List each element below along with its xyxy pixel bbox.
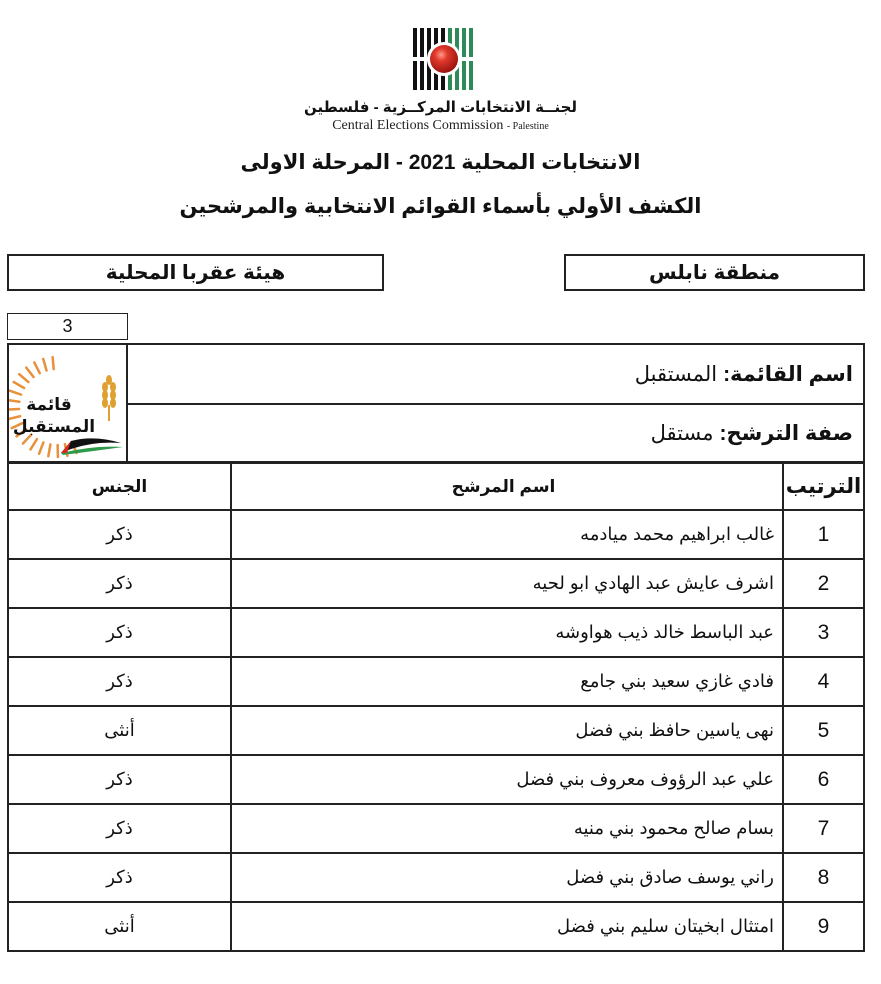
org-name-english-main: Central Elections Commission bbox=[332, 118, 504, 133]
cec-logo-icon bbox=[412, 27, 476, 91]
sun-ray bbox=[9, 409, 19, 410]
table-row bbox=[8, 804, 864, 853]
candidacy-type-row bbox=[128, 405, 863, 461]
candidate-gender: ذكر bbox=[8, 608, 231, 657]
candidate-rank: 6 bbox=[783, 755, 864, 804]
candidacy-type-value: مستقل bbox=[650, 421, 714, 445]
candidate-gender: أنثى bbox=[8, 706, 231, 755]
sun-ray bbox=[26, 368, 33, 377]
candidate-name: عبد الباسط خالد ذيب هواوشه bbox=[231, 608, 783, 657]
list-number-box: 3 bbox=[7, 313, 128, 340]
table-row bbox=[8, 902, 864, 951]
org-name-arabic: لجنــة الانتخابات المركــزية - فلسطين bbox=[303, 99, 578, 116]
candidacy-type-label: صفة الترشح: bbox=[719, 421, 853, 445]
candidate-name: غالب ابراهيم محمد ميادمه bbox=[231, 510, 783, 559]
candidate-gender: ذكر bbox=[8, 510, 231, 559]
logo-text-line1: قائمة bbox=[26, 395, 72, 415]
header-gender: الجنس bbox=[8, 463, 231, 510]
header-rank: الترتيب bbox=[783, 463, 864, 510]
document-subtitle: الكشف الأولي بأسماء القوائم الانتخابية والمرشحين bbox=[179, 195, 702, 218]
sun-ray bbox=[10, 391, 21, 395]
candidate-gender: ذكر bbox=[8, 755, 231, 804]
candidate-name: بسام صالح محمود بني منيه bbox=[231, 804, 783, 853]
candidate-name: نهى ياسين حافظ بني فضل bbox=[231, 706, 783, 755]
candidate-rank: 2 bbox=[783, 559, 864, 608]
table-row bbox=[8, 608, 864, 657]
sun-ray bbox=[9, 400, 19, 402]
list-logo-cell bbox=[9, 345, 128, 461]
candidate-gender: ذكر bbox=[8, 657, 231, 706]
sun-ray bbox=[19, 374, 28, 382]
candidate-rank: 9 bbox=[783, 902, 864, 951]
org-name-english bbox=[0, 118, 881, 134]
local-authority-box: هيئة عقربا المحلية bbox=[7, 254, 384, 291]
list-name-value: المستقبل bbox=[634, 362, 718, 386]
candidate-gender: ذكر bbox=[8, 559, 231, 608]
candidate-name: اشرف عايش عبد الهادي ابو لحيه bbox=[231, 559, 783, 608]
candidate-rank: 5 bbox=[783, 706, 864, 755]
table-header-row bbox=[8, 463, 864, 510]
list-info-panel bbox=[7, 343, 865, 463]
candidate-rank: 1 bbox=[783, 510, 864, 559]
candidate-name: فادي غازي سعيد بني جامع bbox=[231, 657, 783, 706]
future-list-logo-icon bbox=[9, 345, 126, 461]
candidate-rank: 4 bbox=[783, 657, 864, 706]
list-name-label: اسم القائمة: bbox=[723, 362, 853, 386]
table-row bbox=[8, 706, 864, 755]
table-row bbox=[8, 559, 864, 608]
region-box: منطقة نابلس bbox=[564, 254, 865, 291]
wheat-icon bbox=[102, 375, 116, 421]
candidate-name: راني يوسف صادق بني فضل bbox=[231, 853, 783, 902]
sun-ray bbox=[31, 439, 37, 449]
table-row bbox=[8, 510, 864, 559]
sun-ray bbox=[39, 442, 43, 453]
sun-ray bbox=[34, 362, 39, 373]
table-row bbox=[8, 657, 864, 706]
document-title: الانتخابات المحلية 2021 - المرحلة الاولى bbox=[240, 151, 641, 174]
palestine-flag-icon bbox=[61, 438, 123, 455]
list-name-row bbox=[128, 345, 863, 405]
logo-text-line2: المستقبل bbox=[12, 417, 96, 437]
sun-ray bbox=[53, 357, 54, 369]
header-candidate-name: اسم المرشح bbox=[231, 463, 783, 510]
candidate-rank: 3 bbox=[783, 608, 864, 657]
candidate-rank: 7 bbox=[783, 804, 864, 853]
candidate-gender: ذكر bbox=[8, 853, 231, 902]
sun-ray bbox=[43, 359, 46, 371]
candidates-table bbox=[7, 462, 865, 952]
sun-ray bbox=[48, 444, 50, 456]
table-row bbox=[8, 853, 864, 902]
candidate-gender: أنثى bbox=[8, 902, 231, 951]
candidate-name: علي عبد الرؤوف معروف بني فضل bbox=[231, 755, 783, 804]
table-row bbox=[8, 755, 864, 804]
candidate-name: امتثال ابخيتان سليم بني فضل bbox=[231, 902, 783, 951]
candidate-rank: 8 bbox=[783, 853, 864, 902]
org-name-english-suffix: - Palestine bbox=[506, 121, 549, 132]
sun-ray bbox=[14, 382, 24, 388]
candidate-gender: ذكر bbox=[8, 804, 231, 853]
